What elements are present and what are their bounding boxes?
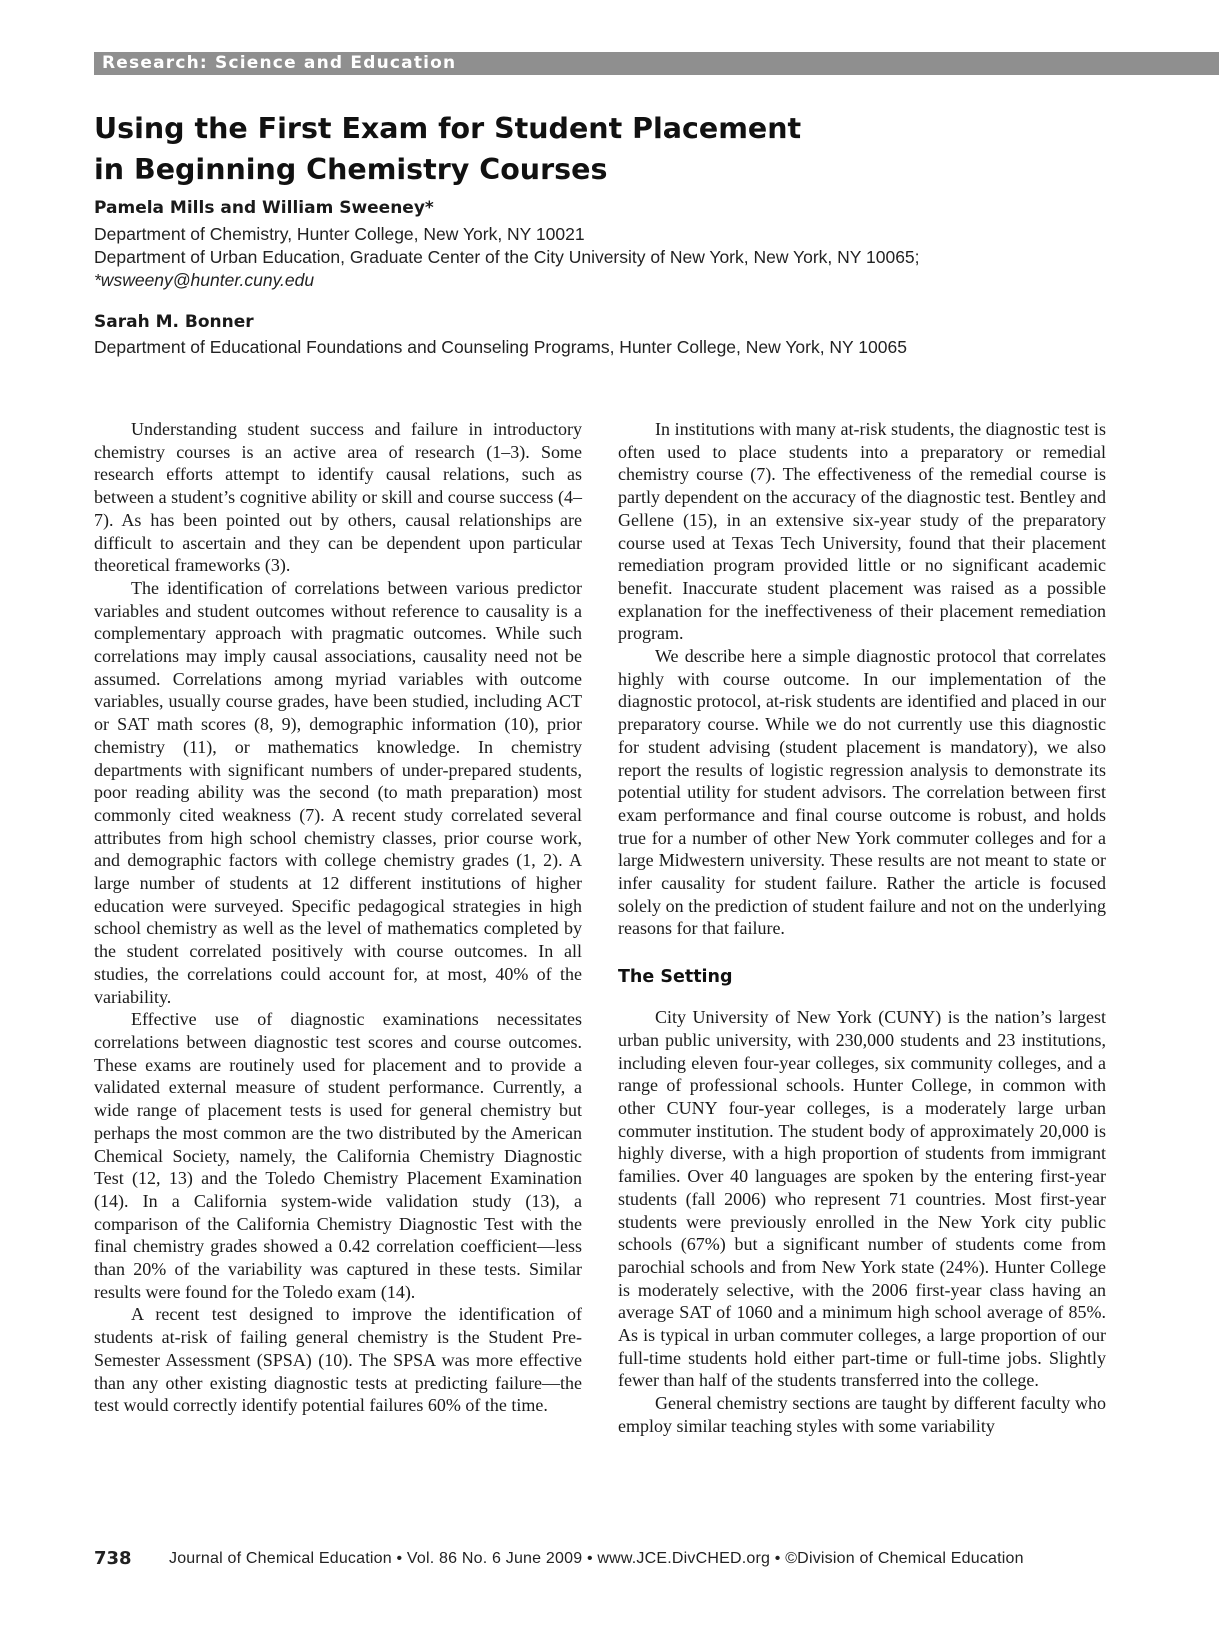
section-heading: The Setting [618, 967, 733, 988]
affiliation: Department of Chemistry, Hunter College, New York, NY 10021 [94, 224, 585, 244]
author-names: Pamela Mills and William Sweeney* [94, 198, 434, 218]
body-paragraph: A recent test designed to improve the identification of students at-risk of failing general chemistry is the Student Pre-Semester Assessment (SPSA) (10). The SPSA was more effective than any other existing diagnostic tests at predicting failure—the test would correctly identify potential failures 60% of the time. [94, 1304, 582, 1416]
section-banner [94, 52, 1219, 75]
page-footer [94, 1548, 1104, 1576]
article-title [94, 108, 1094, 190]
affiliation: Department of Educational Foundations and Counseling Programs, Hunter College, New York, NY 10065 [94, 337, 907, 357]
body-paragraph: In institutions with many at-risk students, the diagnostic test is often used to place students into a preparatory or remedial chemistry course (7). The effectiveness of the remedial course is partly dependent on the accuracy of the diagnostic test. Bentley and Gellene (15), in an extensive six-year study of the preparatory course used at Texas Tech University, found that their placement remediation program provided little or no significant academic benefit. Inaccurate student placement was raised as a possible explanation for the ineffectiveness of their placement remediation program. [618, 419, 1106, 644]
body-paragraph: General chemistry sections are taught by different faculty who employ similar teaching styles with some variability [618, 1393, 1106, 1436]
body-paragraph: The identification of correlations between various predictor variables and student outcomes without reference to causality is a complementary approach with pragmatic outcomes. While such correlations may imply causal associations, causality need not be assumed. Correlations among myriad variables with outcome variables, usually course grades, have been studied, including ACT or SAT math scores (8, 9), demographic information (10), prior chemistry (11), or mathematics knowledge. In chemistry departments with significant numbers of under-prepared students, poor reading ability was the second (to math preparation) most commonly cited weakness (7). A recent study correlated several attributes from high school chemistry classes, prior course work, and demographic factors with college chemistry grades (1, 2). A large number of students at 12 different institutions of higher education were surveyed. Specific pedagogical strategies in high school chemistry as well as the level of mathematics completed by the student correlated positively with course outcomes. In all studies, the correlations could account for, at most, 40% of the variability. [94, 577, 582, 1007]
affiliation: Department of Urban Education, Graduate Center of the City University of New York, New York, NY 10065; [94, 247, 920, 267]
author-email: *wsweeny@hunter.cuny.edu [94, 270, 315, 290]
body-paragraph: Understanding student success and failure in introductory chemistry courses is an active area of research (1–3). Some research efforts attempt to identify causal relations, such as between a student’s cognitive ability or skill and course success (4–7). As has been pointed out by others, causal relationships are difficult to ascertain and they can be dependent upon particular theoretical frameworks (3). [94, 419, 582, 576]
body-paragraph: City University of New York (CUNY) is the nation’s largest urban public university, with 230,000 students and 23 institutions, including eleven four-year colleges, six community colleges, and a range of professional schools. Hunter College, in common with other CUNY four-year colleges, is a moderately large urban commuter institution. The student body of approximately 20,000 is highly diverse, with a high proportion of students from immigrant families. Over 40 languages are spoken by the entering first-year students (fall 2006) who represent 71 countries. Most first-year students were previously enrolled in the New York city public schools (67%) but a significant number of students come from parochial schools and from New York state (24%). Hunter College is moderately selective, with the 2006 first-year class having an average SAT of 1060 and a minimum high school average of 85%. As is typical in urban commuter colleges, a large proportion of our full-time students hold either part-time or full-time jobs. Slightly fewer than half of the students transferred into the college. [618, 1007, 1106, 1391]
body-paragraph: We describe here a simple diagnostic protocol that correlates highly with course outcome. In our implementation of the diagnostic protocol, at-risk students are identified and placed in our preparatory course. While we do not currently use this diagnostic for student advising (student placement is mandatory), we also report the results of logistic regression analysis to demonstrate its potential utility for student advisors. The correlation between first exam performance and final course outcome is robust, and holds true for a number of other New York commuter colleges and for a large Midwestern university. These results are not meant to state or infer causality for student failure. Rather the article is focused solely on the prediction of student failure and not on the underlying reasons for that failure. [618, 646, 1106, 939]
section-banner-label: Research: Science and Education [102, 53, 457, 73]
body-column-right [618, 418, 1106, 1438]
body-paragraph: Effective use of diagnostic examinations necessitates correlations between diagnostic test scores and course outcomes. These exams are routinely used for placement and to provide a validated external measure of student performance. Currently, a wide range of placement tests is used for general chemistry but perhaps the most common are the two distributed by the American Chemical Society, namely, the California Chemistry Diagnostic Test (12, 13) and the Toledo Chemistry Placement Examination (14). In a California system-wide validation study (13), a comparison of the California Chemistry Diagnostic Test with the final chemistry grades showed a 0.42 correlation coefficient—less than 20% of the variability was captured in these tests. Similar results were found for the Toledo exam (14). [94, 1009, 582, 1302]
author-names: Sarah M. Bonner [94, 312, 254, 332]
body-column-left [94, 418, 582, 1417]
journal-citation: Journal of Chemical Education • Vol. 86 No. 6 June 2009 • www.JCE.DivCHED.org • ©Division of Chemical Education [169, 1550, 1024, 1567]
title-line: Using the First Exam for Student Placement [94, 112, 802, 145]
title-line: in Beginning Chemistry Courses [94, 153, 608, 186]
page-number: 738 [94, 1548, 132, 1569]
